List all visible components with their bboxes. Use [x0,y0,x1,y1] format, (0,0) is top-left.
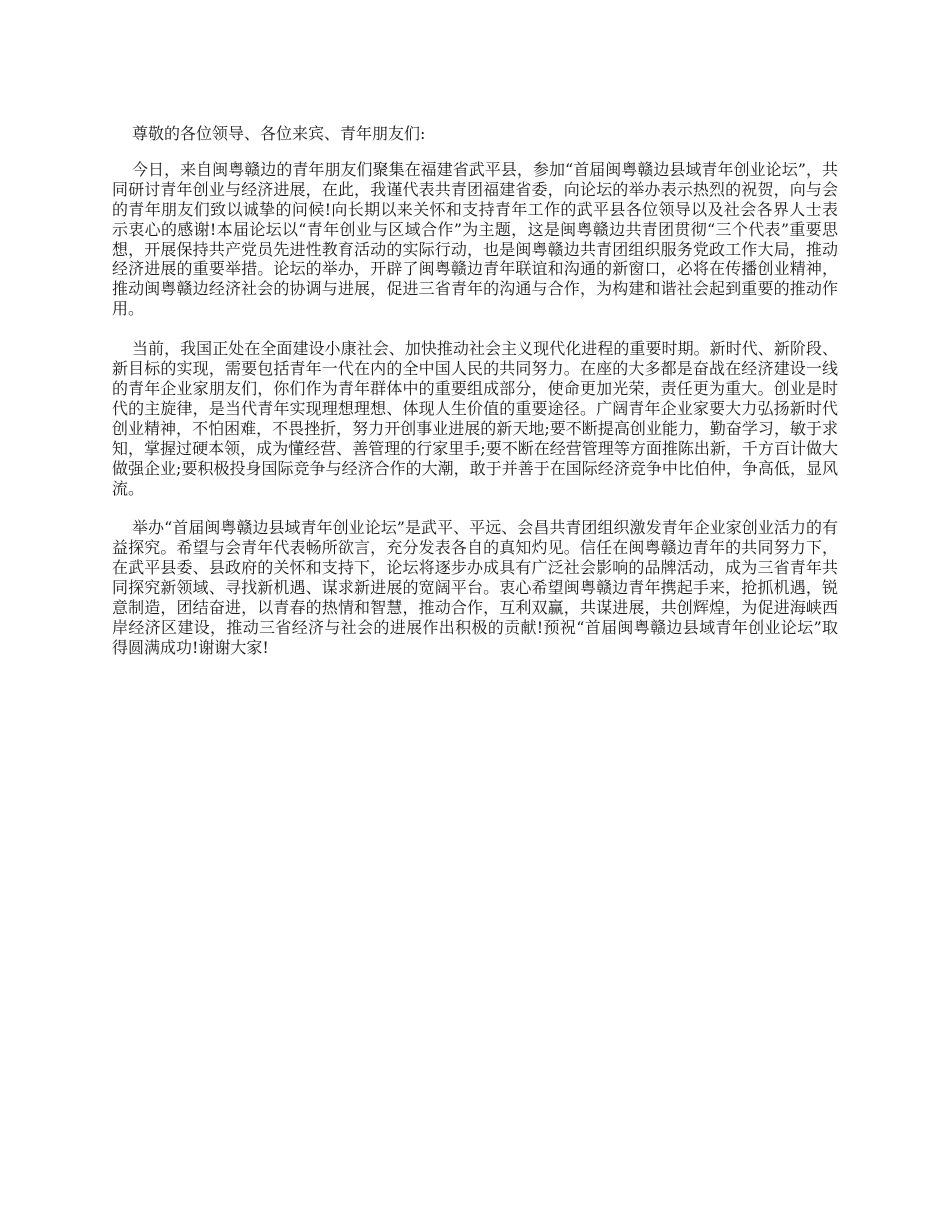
paragraph-1: 今日，来自闽粤赣边的青年朋友们聚集在福建省武平县，参加“首届闽粤赣边县域青年创业论坛”，共同研讨青年创业与经济进展，在此，我谨代表共青团福建省委，向论坛的举办表示热烈的祝贺，向与会的青年朋友们致以诚挚的问候!向长期以来关怀和支持青年工作的武平县各位领导以及社会各界人士表示衷心的感谢!本届论坛以“青年创业与区域合作”为主题，这是闽粤赣边共青团贯彻“三个代表”重要思想，开展保持共产党员先进性教育活动的实际行动，也是闽粤赣边共青团组织服务党政工作大局，推动经济进展的重要举措。论坛的举办，开辟了闽粤赣边青年联谊和沟通的新窗口，必将在传播创业精神，推动闽粤赣边经济社会的协调与进展，促进三省青年的沟通与合作，为构建和谐社会起到重要的推动作用。 [112,159,838,319]
greeting-line: 尊敬的各位领导、各位来宾、青年朋友们: [132,124,426,143]
paragraph-3: 举办“首届闽粤赣边县域青年创业论坛”是武平、平远、会昌共青团组织激发青年企业家创业活力的有益探究。希望与会青年代表畅所欲言，充分发表各自的真知灼见。信任在闽粤赣边青年的共同努力下，在武平县委、县政府的关怀和支持下，论坛将逐步办成具有广泛社会影响的品牌活动，成为三省青年共同探究新领域、寻找新机遇、谋求新进展的宽阔平台。衷心希望闽粤赣边青年携起手来，抢抓机遇，锐意制造，团结奋进，以青春的热情和智慧，推动合作，互利双赢，共谋进展，共创辉煌，为促进海峡西岸经济区建设，推动三省经济与社会的进展作出积极的贡献!预祝“首届闽粤赣边县域青年创业论坛”取得圆满成功!谢谢大家! [112,518,838,657]
document-page [112,124,838,678]
paragraph-2: 当前，我国正处在全面建设小康社会、加快推动社会主义现代化进程的重要时期。新时代、新阶段、新目标的实现，需要包括青年一代在内的全中国人民的共同努力。在座的大多都是奋战在经济建设一线的青年企业家朋友们，你们作为青年群体中的重要组成部分，使命更加光荣，责任更为重大。创业是时代的主旋律，是当代青年实现理想理想、体现人生价值的重要途径。广阔青年企业家要大力弘扬新时代创业精神，不怕困难，不畏挫折，努力开创事业进展的新天地;要不断提高创业能力，勤奋学习，敏于求知，掌握过硬本领，成为懂经营、善管理的行家里手;要不断在经营管理等方面推陈出新，千方百计做大做强企业;要积极投身国际竞争与经济合作的大潮，敢于并善于在国际经济竞争中比伯仲，争高低，显风流。 [112,339,838,498]
